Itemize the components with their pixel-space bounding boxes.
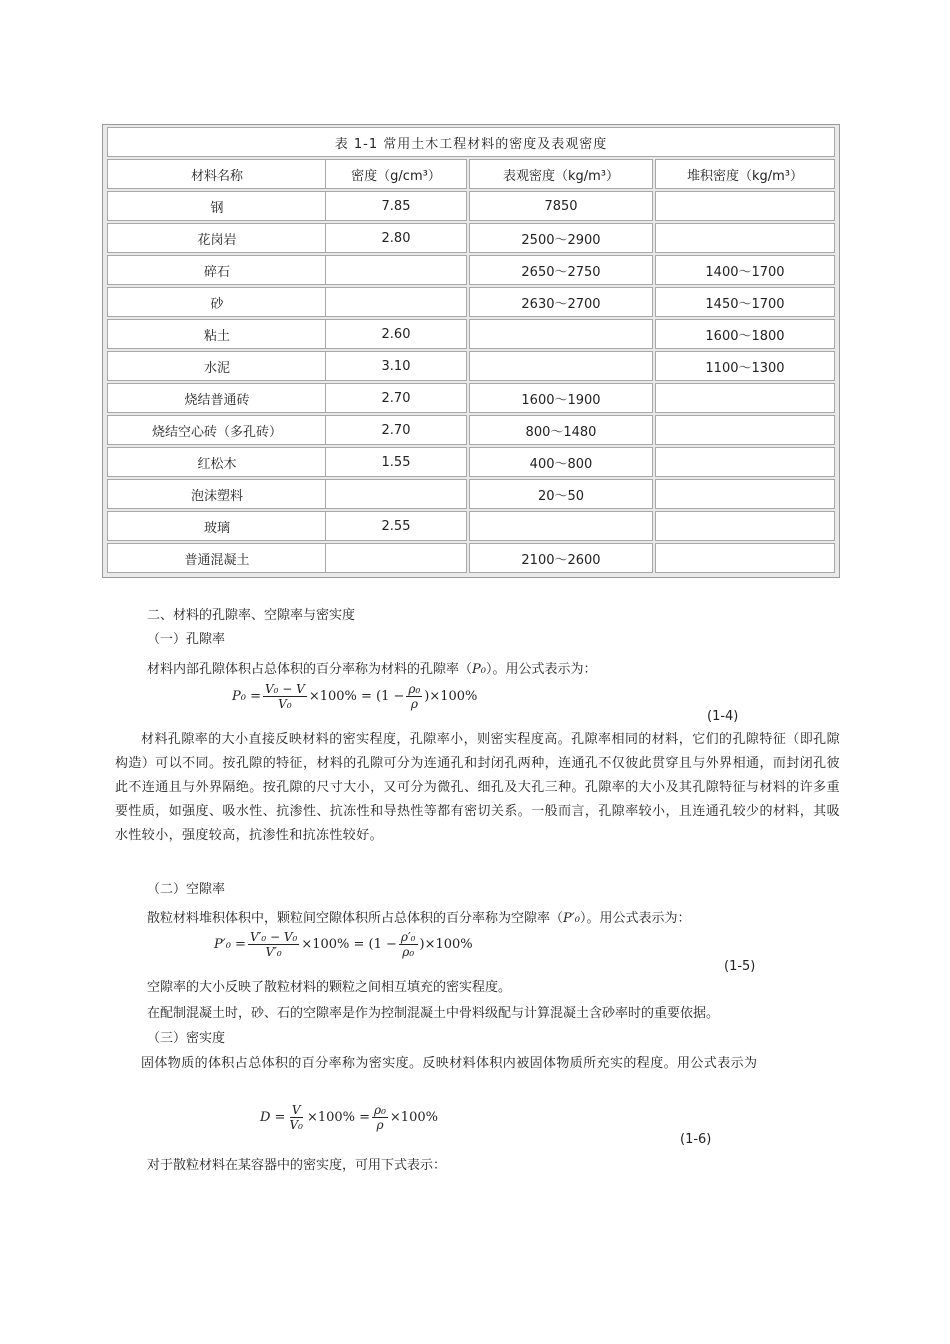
table-cell: 红松木 bbox=[107, 447, 327, 477]
table-cell: 7850 bbox=[469, 191, 653, 221]
table-cell: 花岗岩 bbox=[107, 223, 327, 253]
porosity-intro: 材料内部孔隙体积占总体积的百分率称为材料的孔隙率（P₀）。用公式表示为： bbox=[147, 662, 597, 677]
table-cell: 1.55 bbox=[325, 447, 467, 477]
table-cell: 1600～1800 bbox=[655, 319, 835, 349]
formula-1-4: P₀ = $\frac{\text{V₀ − V}}{\text{V₀}}$ ×100% = (1 − $\frac{\text{ρ₀}}{\rho}$ )×100% bbox=[232, 682, 478, 711]
table-header-cell: 表观密度（kg/m³） bbox=[469, 159, 653, 189]
table-cell: 水泥 bbox=[107, 351, 327, 381]
subsection-title-voids: （二）空隙率 bbox=[147, 882, 226, 897]
table-header-cell: 材料名称 bbox=[107, 159, 327, 189]
voids-intro: 散粒材料堆积体积中，颗粒间空隙体积所占总体积的百分率称为空隙率（P′₀）。用公式表示为： bbox=[147, 911, 691, 926]
table-cell bbox=[655, 415, 835, 445]
compactness-paragraph: 固体物质的体积占总体积的百分率称为密实度。反映材料体积内被固体物质所充实的程度。用公式表示为 bbox=[141, 1056, 758, 1071]
table-cell: 7.85 bbox=[325, 191, 467, 221]
table-cell bbox=[655, 223, 835, 253]
table-cell: 钢 bbox=[107, 191, 327, 221]
table-cell: 2.60 bbox=[325, 319, 467, 349]
table-cell: 1450～1700 bbox=[655, 287, 835, 317]
section-title: 二、材料的孔隙率、空隙率与密实度 bbox=[147, 608, 356, 623]
density-table bbox=[102, 124, 840, 578]
table-cell bbox=[469, 511, 653, 541]
subsection-title-porosity: （一）孔隙率 bbox=[147, 632, 226, 647]
table-cell bbox=[325, 255, 467, 285]
formula-1-6: D = $\frac{V}{\text{V₀}}$ ×100% = $\frac{\text{ρ₀}}{\rho}$ ×100% bbox=[260, 1103, 438, 1132]
porosity-paragraph: 材料孔隙率的大小直接反映材料的密实程度，孔隙率小，则密实程度高。孔隙率相同的材料，它们的孔隙特征（即孔隙构造）可以不同。按孔隙的特征，材料的孔隙可分为连通孔和封闭孔两种，连通孔不仅彼此贯穿且与外界相通，而封闭孔彼此不连通且与外界隔绝。按孔隙的尺寸大小，又可分为微孔、细孔及大孔三种。孔隙率的大小及其孔隙特征与材料的许多重要性质，如强度、吸水性、抗渗性、抗冻性和导热性等都有密切关系。一般而言，孔隙率较小，且连通孔较少的材料，其吸水性较小，强度较高，抗渗性和抗冻性较好。 bbox=[115, 732, 840, 843]
table-cell: 粘土 bbox=[107, 319, 327, 349]
table-cell bbox=[655, 511, 835, 541]
table-cell: 普通混凝土 bbox=[107, 543, 327, 573]
table-cell: 砂 bbox=[107, 287, 327, 317]
table-cell: 2.80 bbox=[325, 223, 467, 253]
table-caption: 表 1-1 常用土木工程材料的密度及表观密度 bbox=[107, 127, 835, 157]
table-header-cell: 堆积密度（kg/m³） bbox=[655, 159, 835, 189]
table-cell bbox=[655, 447, 835, 477]
table-cell: 2100～2600 bbox=[469, 543, 653, 573]
table-cell: 2500～2900 bbox=[469, 223, 653, 253]
table-cell: 2630～2700 bbox=[469, 287, 653, 317]
table-cell: 泡沫塑料 bbox=[107, 479, 327, 509]
table-cell: 400～800 bbox=[469, 447, 653, 477]
table-header-cell: 密度（g/cm³） bbox=[325, 159, 467, 189]
table-cell bbox=[325, 543, 467, 573]
voids-line-1: 空隙率的大小反映了散粒材料的颗粒之间相互填充的密实程度。 bbox=[147, 980, 512, 995]
table-cell bbox=[655, 383, 835, 413]
table-cell: 2.70 bbox=[325, 415, 467, 445]
compactness-last-line: 对于散粒材料在某容器中的密实度，可用下式表示： bbox=[147, 1158, 447, 1173]
table-cell: 3.10 bbox=[325, 351, 467, 381]
table-cell: 2.55 bbox=[325, 511, 467, 541]
table-cell: 20～50 bbox=[469, 479, 653, 509]
table-cell: 800～1480 bbox=[469, 415, 653, 445]
table-cell: 1600～1900 bbox=[469, 383, 653, 413]
table-cell bbox=[469, 319, 653, 349]
equation-number-1-6: (1-6) bbox=[680, 1132, 712, 1147]
table-cell bbox=[469, 351, 653, 381]
equation-number-1-4: (1-4) bbox=[707, 709, 739, 724]
table-cell: 2650～2750 bbox=[469, 255, 653, 285]
table-cell bbox=[655, 543, 835, 573]
table-cell bbox=[655, 479, 835, 509]
table-cell: 1100～1300 bbox=[655, 351, 835, 381]
table-cell: 烧结普通砖 bbox=[107, 383, 327, 413]
table-cell bbox=[325, 479, 467, 509]
table-cell: 烧结空心砖（多孔砖） bbox=[107, 415, 327, 445]
table-cell bbox=[325, 287, 467, 317]
voids-line-2: 在配制混凝土时，砂、石的空隙率是作为控制混凝土中骨料级配与计算混凝土含砂率时的重要依据。 bbox=[147, 1006, 720, 1021]
subsection-title-compactness: （三）密实度 bbox=[147, 1031, 226, 1046]
table-cell: 1400～1700 bbox=[655, 255, 835, 285]
table-cell bbox=[655, 191, 835, 221]
table-cell: 碎石 bbox=[107, 255, 327, 285]
equation-number-1-5: (1-5) bbox=[724, 959, 756, 974]
table-cell: 玻璃 bbox=[107, 511, 327, 541]
formula-1-5: P′₀ = $\frac{\text{V′₀ − V₀}}{\text{V′₀}}$ ×100% = (1 − $\frac{\text{ρ′₀}}{\text{ρ₀}}$ )×100% bbox=[214, 930, 473, 959]
table-cell: 2.70 bbox=[325, 383, 467, 413]
